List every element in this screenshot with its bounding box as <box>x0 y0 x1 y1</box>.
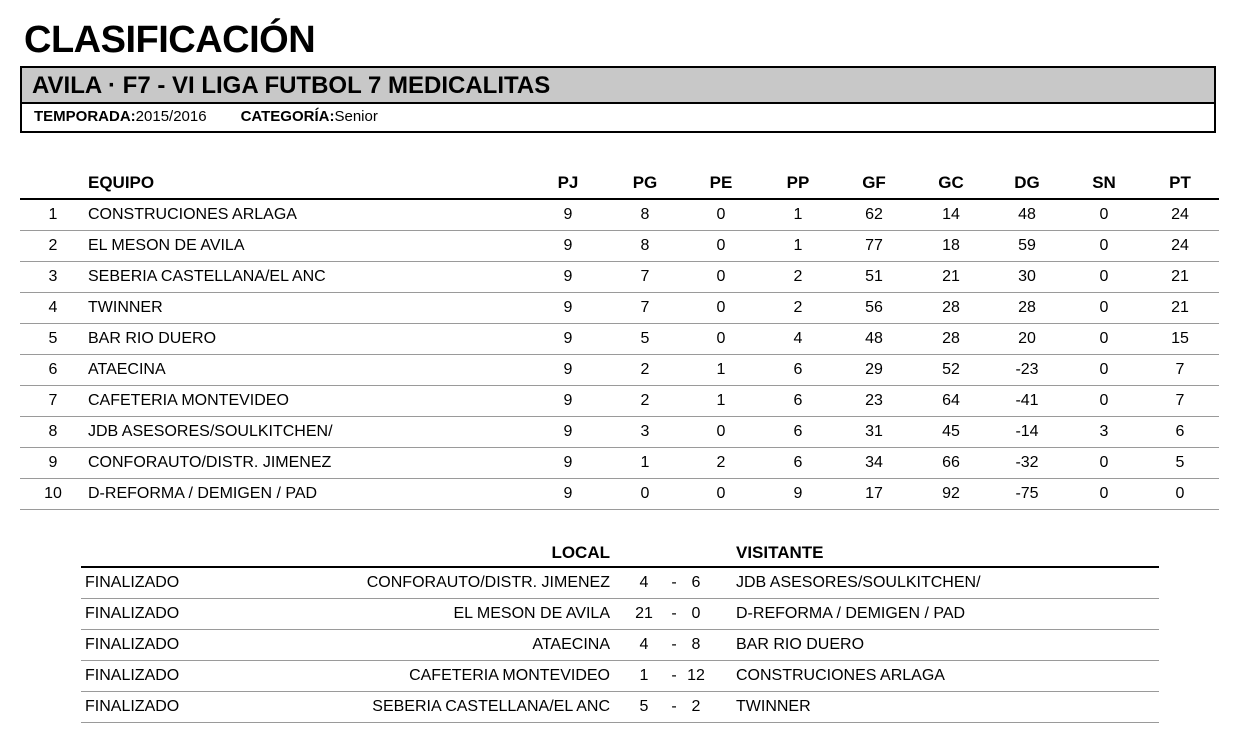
table-row <box>20 293 1219 324</box>
table-row <box>20 479 1219 510</box>
cell-pp: 6 <box>793 454 803 471</box>
cell-team: CONSTRUCIONES ARLAGA <box>88 206 297 223</box>
cell-sn: 0 <box>1099 206 1109 223</box>
table-row <box>20 355 1219 386</box>
cell-pe: 0 <box>716 485 726 502</box>
cell-visitor-goals: 6 <box>691 574 701 591</box>
table-row <box>20 448 1219 479</box>
col-header-equipo: EQUIPO <box>88 173 155 192</box>
cell-pj: 9 <box>563 361 573 378</box>
cell-local-goals: 4 <box>639 574 649 591</box>
col-header-pj: PJ <box>557 173 579 192</box>
cell-pp: 2 <box>793 268 803 285</box>
cell-pp: 2 <box>793 299 803 316</box>
cell-local-team: EL MESON DE AVILA <box>453 605 610 622</box>
result-row <box>81 599 1159 630</box>
cell-gc: 28 <box>942 330 960 347</box>
cell-pt: 21 <box>1171 268 1189 285</box>
cell-gf: 29 <box>865 361 883 378</box>
cell-gc: 18 <box>942 237 960 254</box>
result-row <box>81 630 1159 661</box>
cell-score-separator: - <box>671 636 677 653</box>
cell-team: D-REFORMA / DEMIGEN / PAD <box>88 485 318 502</box>
cell-pe: 0 <box>716 206 726 223</box>
cell-pe: 0 <box>716 299 726 316</box>
cell-local-team: ATAECINA <box>532 636 610 653</box>
season-info <box>22 104 1214 130</box>
cell-pe: 1 <box>716 392 726 409</box>
cell-visitor-team: CONSTRUCIONES ARLAGA <box>736 667 945 684</box>
result-row <box>81 692 1159 723</box>
cell-visitor-goals: 12 <box>687 667 705 684</box>
cell-pg: 7 <box>640 268 650 285</box>
cell-score-separator: - <box>671 667 677 684</box>
cell-pt: 7 <box>1175 392 1185 409</box>
col-header-local: LOCAL <box>551 543 610 562</box>
cell-status: FINALIZADO <box>85 574 180 591</box>
cell-visitor-team: TWINNER <box>736 698 811 715</box>
cell-pe: 0 <box>716 330 726 347</box>
cell-gc: 21 <box>942 268 960 285</box>
results-table <box>81 540 1159 723</box>
cell-pj: 9 <box>563 237 573 254</box>
cell-team: BAR RIO DUERO <box>88 330 217 347</box>
cell-pe: 0 <box>716 268 726 285</box>
cell-gf: 23 <box>865 392 883 409</box>
cell-visitor-team: BAR RIO DUERO <box>736 636 865 653</box>
cell-position: 5 <box>48 330 58 347</box>
cell-visitor-goals: 0 <box>691 605 701 622</box>
cell-pg: 7 <box>640 299 650 316</box>
cell-status: FINALIZADO <box>85 698 180 715</box>
cell-pg: 8 <box>640 237 650 254</box>
category-label: CATEGORÍA: <box>240 108 335 125</box>
cell-sn: 0 <box>1099 392 1109 409</box>
cell-team: EL MESON DE AVILA <box>88 237 245 254</box>
cell-team: TWINNER <box>88 299 163 316</box>
cell-pp: 1 <box>793 206 803 223</box>
cell-pp: 4 <box>793 330 803 347</box>
cell-local-team: CAFETERIA MONTEVIDEO <box>409 667 610 684</box>
cell-status: FINALIZADO <box>85 605 180 622</box>
cell-sn: 0 <box>1099 237 1109 254</box>
cell-position: 1 <box>48 206 58 223</box>
cell-gf: 34 <box>865 454 883 471</box>
cell-team: SEBERIA CASTELLANA/EL ANC <box>88 268 326 285</box>
cell-pt: 15 <box>1171 330 1189 347</box>
category-value: Senior <box>334 108 378 125</box>
cell-pj: 9 <box>563 423 573 440</box>
cell-pp: 9 <box>793 485 803 502</box>
cell-gf: 51 <box>865 268 883 285</box>
cell-pt: 6 <box>1175 423 1185 440</box>
cell-visitor-goals: 2 <box>691 698 701 715</box>
cell-sn: 0 <box>1099 330 1109 347</box>
cell-gf: 17 <box>865 485 883 502</box>
cell-pe: 0 <box>716 237 726 254</box>
cell-pg: 2 <box>640 361 650 378</box>
cell-pg: 3 <box>640 423 650 440</box>
cell-pe: 2 <box>716 454 726 471</box>
cell-dg: 59 <box>1018 237 1036 254</box>
page-title: CLASIFICACIÓN <box>24 19 316 61</box>
cell-dg: -14 <box>1015 423 1039 440</box>
cell-sn: 0 <box>1099 454 1109 471</box>
cell-local-goals: 4 <box>639 636 649 653</box>
table-row <box>20 262 1219 293</box>
cell-position: 9 <box>48 454 58 471</box>
cell-pt: 0 <box>1175 485 1185 502</box>
cell-position: 4 <box>48 299 58 316</box>
cell-pg: 1 <box>640 454 650 471</box>
col-header-pg: PG <box>632 173 658 192</box>
cell-position: 10 <box>44 485 62 502</box>
cell-pg: 0 <box>640 485 650 502</box>
cell-pt: 21 <box>1171 299 1189 316</box>
cell-pj: 9 <box>563 330 573 347</box>
cell-pj: 9 <box>563 299 573 316</box>
table-row <box>20 386 1219 417</box>
table-row <box>20 200 1219 231</box>
table-row <box>20 231 1219 262</box>
cell-score-separator: - <box>671 605 677 622</box>
col-header-pt: PT <box>1169 173 1191 192</box>
cell-dg: -75 <box>1015 485 1039 502</box>
cell-pt: 7 <box>1175 361 1185 378</box>
cell-dg: -32 <box>1015 454 1039 471</box>
cell-dg: 48 <box>1018 206 1036 223</box>
cell-pj: 9 <box>563 485 573 502</box>
league-name: AVILA · F7 - VI LIGA FUTBOL 7 MEDICALITAS <box>22 68 1214 104</box>
cell-status: FINALIZADO <box>85 636 180 653</box>
cell-pp: 1 <box>793 237 803 254</box>
cell-gf: 77 <box>865 237 883 254</box>
cell-pe: 0 <box>716 423 726 440</box>
cell-status: FINALIZADO <box>85 667 180 684</box>
cell-pt: 24 <box>1171 206 1189 223</box>
cell-team: CONFORAUTO/DISTR. JIMENEZ <box>88 454 332 471</box>
cell-pp: 6 <box>793 392 803 409</box>
cell-gc: 28 <box>942 299 960 316</box>
cell-dg: 30 <box>1018 268 1036 285</box>
col-header-gf: GF <box>862 173 886 192</box>
cell-sn: 0 <box>1099 268 1109 285</box>
cell-visitor-team: JDB ASESORES/SOULKITCHEN/ <box>736 574 981 591</box>
season-value: 2015/2016 <box>135 108 207 125</box>
cell-dg: 28 <box>1018 299 1036 316</box>
cell-dg: 20 <box>1018 330 1036 347</box>
table-row <box>20 417 1219 448</box>
cell-sn: 0 <box>1099 361 1109 378</box>
cell-pj: 9 <box>563 454 573 471</box>
col-header-visitante: VISITANTE <box>736 543 824 562</box>
cell-gf: 62 <box>865 206 883 223</box>
results-header-row <box>81 540 1159 568</box>
cell-pp: 6 <box>793 361 803 378</box>
cell-gc: 14 <box>942 206 960 223</box>
cell-position: 2 <box>48 237 58 254</box>
cell-gf: 31 <box>865 423 883 440</box>
cell-gc: 64 <box>942 392 960 409</box>
season-label: TEMPORADA: <box>34 108 136 125</box>
cell-visitor-goals: 8 <box>691 636 701 653</box>
cell-position: 6 <box>48 361 58 378</box>
cell-local-goals: 5 <box>639 698 649 715</box>
cell-position: 8 <box>48 423 58 440</box>
cell-pp: 6 <box>793 423 803 440</box>
col-header-sn: SN <box>1092 173 1116 192</box>
cell-local-team: CONFORAUTO/DISTR. JIMENEZ <box>366 574 610 591</box>
cell-gc: 52 <box>942 361 960 378</box>
cell-gc: 92 <box>942 485 960 502</box>
cell-team: CAFETERIA MONTEVIDEO <box>88 392 289 409</box>
cell-local-team: SEBERIA CASTELLANA/EL ANC <box>372 698 610 715</box>
cell-gc: 45 <box>942 423 960 440</box>
cell-visitor-team: D-REFORMA / DEMIGEN / PAD <box>736 605 966 622</box>
cell-dg: -23 <box>1015 361 1039 378</box>
result-row <box>81 568 1159 599</box>
cell-local-goals: 1 <box>639 667 649 684</box>
cell-team: ATAECINA <box>88 361 166 378</box>
league-header <box>20 66 1216 133</box>
col-header-pp: PP <box>786 173 810 192</box>
cell-gf: 48 <box>865 330 883 347</box>
cell-pj: 9 <box>563 268 573 285</box>
cell-dg: -41 <box>1015 392 1039 409</box>
table-row <box>20 324 1219 355</box>
col-header-pe: PE <box>709 173 733 192</box>
cell-position: 3 <box>48 268 58 285</box>
cell-local-goals: 21 <box>635 605 653 622</box>
cell-sn: 0 <box>1099 299 1109 316</box>
cell-pg: 5 <box>640 330 650 347</box>
result-row <box>81 661 1159 692</box>
cell-pj: 9 <box>563 392 573 409</box>
cell-pe: 1 <box>716 361 726 378</box>
cell-pt: 24 <box>1171 237 1189 254</box>
cell-pj: 9 <box>563 206 573 223</box>
cell-sn: 3 <box>1099 423 1109 440</box>
cell-gf: 56 <box>865 299 883 316</box>
standings-header-row <box>20 170 1219 200</box>
cell-team: JDB ASESORES/SOULKITCHEN/ <box>88 423 333 440</box>
cell-gc: 66 <box>942 454 960 471</box>
cell-pt: 5 <box>1175 454 1185 471</box>
cell-sn: 0 <box>1099 485 1109 502</box>
cell-pg: 2 <box>640 392 650 409</box>
cell-score-separator: - <box>671 574 677 591</box>
cell-position: 7 <box>48 392 58 409</box>
standings-table <box>20 170 1219 510</box>
cell-pg: 8 <box>640 206 650 223</box>
col-header-dg: DG <box>1014 173 1040 192</box>
col-header-gc: GC <box>938 173 964 192</box>
cell-score-separator: - <box>671 698 677 715</box>
